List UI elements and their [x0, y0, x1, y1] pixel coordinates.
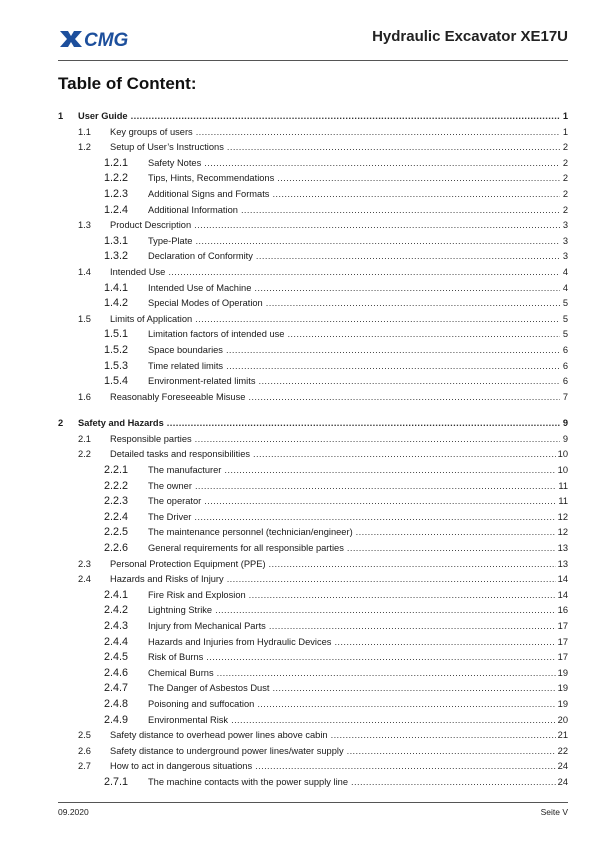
- toc-entry[interactable]: [58, 775, 568, 791]
- toc-dot-leader: [356, 525, 556, 541]
- toc-entry[interactable]: [58, 171, 568, 187]
- toc-entry-page: 21: [557, 730, 568, 741]
- toc-entry-title[interactable]: Additional Information: [148, 204, 238, 215]
- toc-entry[interactable]: [58, 494, 568, 510]
- toc-entry[interactable]: [58, 744, 568, 760]
- toc-entry-page: 20: [557, 714, 568, 725]
- toc-entry-title[interactable]: Poisoning and suffocation: [148, 698, 255, 709]
- toc-entry-body: [148, 281, 568, 297]
- toc-entry[interactable]: [58, 713, 568, 729]
- toc-entry-body: [148, 588, 568, 604]
- toc-dot-leader: [194, 510, 555, 526]
- toc-entry[interactable]: [58, 557, 568, 573]
- toc-entry-number: 2.7: [78, 761, 91, 772]
- toc-entry-number: 2.2.4: [104, 510, 129, 523]
- toc-entry-page: 6: [562, 360, 568, 371]
- toc-entry-title[interactable]: Hazards and Risks of Injury: [110, 574, 224, 585]
- toc-entry[interactable]: [58, 312, 568, 328]
- toc-entry-page: 3: [562, 235, 568, 246]
- toc-dot-leader: [131, 109, 560, 125]
- toc-entry[interactable]: [58, 447, 568, 463]
- toc-dot-leader: [256, 249, 560, 265]
- toc-dot-leader: [227, 572, 556, 588]
- toc-entry-body: [110, 125, 568, 141]
- toc-entry-title[interactable]: Intended Use: [110, 266, 166, 277]
- toc-entry[interactable]: [58, 697, 568, 713]
- footer-date: 09.2020: [58, 807, 89, 817]
- toc-entry-title[interactable]: The Driver: [148, 511, 192, 522]
- toc-entry-body: [148, 296, 568, 312]
- toc-dot-leader: [196, 125, 560, 141]
- toc-entry[interactable]: [58, 265, 568, 281]
- toc-dot-leader: [266, 296, 560, 312]
- toc-entry[interactable]: [58, 125, 568, 141]
- toc-entry-title[interactable]: General requirements for all responsible parties: [148, 543, 344, 554]
- toc-entry-page: 7: [562, 391, 568, 402]
- toc-entry-title[interactable]: Key groups of users: [110, 126, 193, 137]
- toc-entry-page: 2: [562, 157, 568, 168]
- toc-entry-title[interactable]: How to act in dangerous situations: [110, 761, 253, 772]
- toc-heading: Table of Content:: [58, 74, 197, 93]
- toc-entry-body: [110, 312, 568, 328]
- toc-entry-body: [110, 759, 568, 775]
- toc-entry-page: 2: [562, 204, 568, 215]
- toc-entry[interactable]: [58, 140, 568, 156]
- toc-entry-body: [148, 541, 568, 557]
- toc-entry-body: [148, 343, 568, 359]
- toc-dot-leader: [254, 281, 560, 297]
- toc-entry[interactable]: [58, 249, 568, 265]
- toc-dot-leader: [226, 359, 560, 375]
- toc-entry-body: [110, 218, 568, 234]
- toc-entry-number: 2.4.6: [104, 666, 129, 679]
- toc-entry[interactable]: [58, 572, 568, 588]
- toc-entry-number: 1.3.1: [104, 234, 129, 247]
- toc-entry-page: 5: [562, 298, 568, 309]
- toc-entry-body: [110, 572, 568, 588]
- toc-entry-body: [148, 327, 568, 343]
- toc-entry-number: 1.4: [78, 266, 91, 277]
- toc-entry-body: [148, 681, 568, 697]
- toc-entry-title[interactable]: The maintenance personnel (technician/engineer): [148, 527, 353, 538]
- toc-entry-body: [148, 463, 568, 479]
- toc-entry-body: [110, 744, 568, 760]
- toc-entry-title[interactable]: Safety Notes: [148, 157, 202, 168]
- toc-entry-title[interactable]: Limits of Application: [110, 313, 193, 324]
- toc-entry-page: 13: [557, 543, 568, 554]
- toc-entry-number: 2.2: [78, 449, 91, 460]
- toc-entry-title[interactable]: Declaration of Conformity: [148, 251, 253, 262]
- toc-entry-number: 1: [58, 111, 64, 121]
- toc-dot-leader: [215, 603, 556, 619]
- toc-entry-number: 2.4.3: [104, 620, 129, 632]
- toc-entry[interactable]: [58, 187, 568, 203]
- toc-entry[interactable]: [58, 759, 568, 775]
- toc-entry-body: [148, 374, 568, 390]
- toc-entry-title[interactable]: Additional Signs and Formats: [148, 188, 270, 199]
- toc-entry-title[interactable]: Intended Use of Machine: [148, 282, 252, 293]
- toc-entry-body: [148, 234, 568, 250]
- toc-entry-page: 19: [557, 667, 568, 678]
- toc-entry-number: 2.4.2: [104, 604, 129, 617]
- toc-entry-title[interactable]: Tips, Hints, Recommendations: [148, 173, 275, 184]
- toc-dot-leader: [258, 374, 560, 390]
- toc-entry-body: [110, 140, 568, 156]
- toc-entry-title[interactable]: Chemical Burns: [148, 667, 214, 678]
- table-of-contents: [58, 109, 568, 791]
- toc-entry-page: 4: [562, 266, 568, 277]
- toc-entry-body: [148, 603, 568, 619]
- toc-dot-leader: [217, 666, 556, 682]
- toc-dot-leader: [277, 171, 560, 187]
- toc-entry[interactable]: [58, 463, 568, 479]
- toc-entry-number: 2.2.6: [104, 542, 129, 555]
- toc-entry-number: 1.2.2: [104, 172, 129, 185]
- toc-entry-page: 2: [562, 142, 568, 153]
- toc-entry-page: 17: [557, 621, 568, 631]
- footer-divider: [58, 802, 568, 803]
- toc-dot-leader: [287, 327, 560, 343]
- toc-entry-body: [148, 479, 568, 495]
- toc-entry[interactable]: [58, 234, 568, 250]
- toc-entry-body: [110, 390, 568, 406]
- toc-entry-page: 9: [562, 418, 568, 429]
- toc-entry-page: 14: [557, 574, 568, 585]
- toc-entry-title[interactable]: Setup of User’s Instructions: [110, 142, 224, 153]
- toc-entry-title[interactable]: Lightning Strike: [148, 605, 213, 616]
- toc-entry-body: [148, 494, 568, 510]
- toc-dot-leader: [272, 187, 560, 203]
- toc-entry-number: 2.1: [78, 433, 91, 444]
- toc-entry-title[interactable]: Safety and Hazards: [78, 418, 164, 429]
- toc-entry-title[interactable]: The operator: [148, 496, 202, 507]
- toc-entry[interactable]: [58, 650, 568, 666]
- toc-entry-page: 16: [557, 605, 568, 616]
- toc-entry[interactable]: [58, 281, 568, 297]
- toc-dot-leader: [195, 234, 560, 250]
- toc-entry[interactable]: [58, 390, 568, 406]
- toc-entry-number: 2.2.5: [104, 526, 129, 539]
- toc-dot-leader: [195, 432, 560, 448]
- toc-entry-body: [148, 171, 568, 187]
- toc-entry[interactable]: [58, 343, 568, 359]
- toc-entry-body: [148, 525, 568, 541]
- xcmg-logo: [58, 28, 154, 50]
- toc-entry[interactable]: [58, 296, 568, 312]
- toc-entry-page: 19: [557, 683, 568, 694]
- toc-dot-leader: [224, 463, 555, 479]
- toc-entry-page: 10: [557, 465, 568, 476]
- toc-entry-body: [148, 619, 568, 635]
- toc-entry-body: [78, 416, 568, 432]
- toc-entry-page: 3: [562, 220, 568, 231]
- toc-entry-page: 17: [557, 652, 568, 663]
- toc-entry-number: 2.4.9: [104, 713, 129, 726]
- toc-entry-body: [148, 359, 568, 375]
- toc-dot-leader: [257, 697, 555, 713]
- toc-entry-body: [148, 156, 568, 172]
- toc-entry-body: [148, 697, 568, 713]
- toc-entry-page: 1: [562, 126, 568, 137]
- toc-entry-title[interactable]: Safety distance to overhead power lines above cabin: [110, 730, 328, 741]
- toc-dot-leader: [168, 265, 560, 281]
- toc-entry-title[interactable]: Risk of Burns: [148, 652, 204, 663]
- toc-entry-title[interactable]: Environmental Risk: [148, 714, 229, 725]
- toc-entry-title[interactable]: Reasonably Foreseeable Misuse: [110, 391, 246, 402]
- toc-entry-body: [110, 557, 568, 573]
- toc-entry[interactable]: [58, 525, 568, 541]
- toc-entry-body: [148, 635, 568, 651]
- toc-dot-leader: [334, 635, 555, 651]
- toc-entry-page: 5: [562, 313, 568, 324]
- toc-entry-page: 4: [562, 282, 568, 293]
- toc-entry-number: 1.2.1: [104, 156, 129, 169]
- toc-entry-title[interactable]: Injury from Mechanical Parts: [148, 621, 266, 631]
- toc-entry-page: 11: [558, 496, 568, 507]
- toc-entry-number: 1.5.1: [104, 328, 129, 341]
- toc-entry-body: [148, 775, 568, 791]
- toc-entry-title[interactable]: Limitation factors of intended use: [148, 329, 285, 340]
- toc-entry-number: 1.3: [78, 220, 91, 231]
- toc-entry-title[interactable]: User Guide: [78, 111, 128, 121]
- toc-entry-title[interactable]: Space boundaries: [148, 344, 223, 355]
- toc-entry-title[interactable]: Safety distance to underground power lines/water supply: [110, 745, 344, 756]
- toc-entry[interactable]: [58, 218, 568, 234]
- toc-entry-title[interactable]: The machine contacts with the power supply line: [148, 776, 348, 787]
- toc-dot-leader: [226, 343, 560, 359]
- toc-entry-number: 2.2.3: [104, 495, 129, 508]
- toc-entry-body: [148, 187, 568, 203]
- toc-entry[interactable]: [58, 588, 568, 604]
- toc-entry-page: 24: [557, 761, 568, 772]
- toc-dot-leader: [249, 588, 556, 604]
- toc-entry-page: 14: [557, 589, 568, 600]
- toc-dot-leader: [231, 713, 556, 729]
- toc-entry[interactable]: [58, 681, 568, 697]
- toc-entry-title[interactable]: The owner: [148, 480, 192, 491]
- toc-entry-number: 2.5: [78, 730, 91, 741]
- toc-entry-page: 3: [562, 251, 568, 262]
- toc-entry-body: [148, 650, 568, 666]
- toc-entry-number: 2.4.7: [104, 682, 129, 695]
- toc-dot-leader: [241, 203, 560, 219]
- logo-wordmark: CMG: [84, 30, 129, 50]
- toc-entry-page: 5: [562, 329, 568, 340]
- document-title: Hydraulic Excavator XE17U: [372, 28, 568, 45]
- toc-entry-page: 19: [557, 698, 568, 709]
- toc-entry-page: 12: [557, 527, 568, 538]
- toc-entry-body: [148, 666, 568, 682]
- toc-entry-number: 2.2.1: [104, 464, 129, 477]
- toc-dot-leader: [253, 447, 556, 463]
- toc-entry-number: 2.7.1: [104, 775, 129, 788]
- toc-entry-body: [148, 249, 568, 265]
- toc-entry-page: 2: [562, 173, 568, 184]
- toc-dot-leader: [255, 759, 556, 775]
- toc-entry[interactable]: [58, 619, 568, 635]
- toc-entry-title[interactable]: Special Modes of Operation: [148, 298, 263, 309]
- toc-entry-title[interactable]: Fire Risk and Explosion: [148, 589, 246, 600]
- toc-entry-page: 22: [557, 745, 568, 756]
- toc-entry[interactable]: [58, 635, 568, 651]
- toc-dot-leader: [194, 218, 560, 234]
- toc-entry-number: 1.5: [78, 313, 91, 324]
- toc-entry-body: [110, 265, 568, 281]
- toc-entry-number: 1.2.4: [104, 203, 129, 216]
- toc-entry[interactable]: [58, 541, 568, 557]
- toc-entry-number: 1.3.2: [104, 250, 129, 263]
- toc-entry-number: 2.4.4: [104, 635, 129, 648]
- toc-entry[interactable]: [58, 432, 568, 448]
- toc-entry[interactable]: [58, 666, 568, 682]
- toc-entry-page: 13: [557, 558, 568, 569]
- footer-page-label: Seite V: [540, 807, 568, 817]
- toc-dot-leader: [248, 390, 560, 406]
- toc-dot-leader: [206, 650, 555, 666]
- toc-entry-body: [110, 728, 568, 744]
- toc-entry[interactable]: [58, 416, 568, 432]
- toc-entry-page: 12: [557, 511, 568, 522]
- toc-dot-leader: [204, 156, 560, 172]
- toc-entry-number: 2.4.5: [104, 651, 129, 664]
- toc-entry-number: 1.6: [78, 391, 91, 402]
- toc-entry[interactable]: [58, 327, 568, 343]
- toc-dot-leader: [195, 479, 556, 495]
- toc-entry-body: [78, 109, 568, 125]
- toc-entry[interactable]: [58, 479, 568, 495]
- toc-entry-title[interactable]: Personal Protection Equipment (PPE): [110, 558, 266, 569]
- toc-entry-number: 1.1: [78, 126, 91, 137]
- toc-entry[interactable]: [58, 109, 568, 125]
- toc-entry-body: [110, 447, 568, 463]
- toc-entry-page: 6: [562, 376, 568, 387]
- toc-entry[interactable]: [58, 728, 568, 744]
- toc-entry-number: 1.4.1: [104, 281, 129, 294]
- toc-dot-leader: [227, 140, 560, 156]
- toc-entry-number: 2.4.1: [104, 588, 129, 601]
- toc-entry-page: 10: [557, 449, 568, 460]
- toc-entry-page: 24: [557, 776, 568, 787]
- toc-dot-leader: [351, 775, 556, 791]
- toc-entry-number: 2: [58, 418, 64, 429]
- header-divider: [58, 60, 568, 61]
- toc-entry-number: 1.2.3: [104, 187, 129, 200]
- toc-dot-leader: [331, 728, 556, 744]
- toc-dot-leader: [347, 541, 556, 557]
- toc-entry-body: [148, 203, 568, 219]
- toc-entry-page: 6: [562, 344, 568, 355]
- toc-entry-number: 1.5.3: [104, 359, 129, 372]
- toc-dot-leader: [204, 494, 556, 510]
- toc-entry[interactable]: [58, 359, 568, 375]
- toc-dot-leader: [269, 619, 556, 635]
- toc-entry-title[interactable]: Detailed tasks and responsibilities: [110, 449, 251, 460]
- toc-entry-title[interactable]: Responsible parties: [110, 433, 192, 444]
- toc-entry-body: [148, 510, 568, 526]
- toc-entry-number: 1.5.2: [104, 343, 129, 356]
- toc-entry-title[interactable]: Type-Plate: [148, 235, 193, 246]
- toc-dot-leader: [167, 416, 560, 432]
- toc-entry-page: 9: [562, 433, 568, 444]
- toc-entry-number: 1.2: [78, 142, 91, 153]
- toc-entry-number: 2.6: [78, 745, 91, 756]
- toc-entry[interactable]: [58, 510, 568, 526]
- toc-entry-page: 11: [558, 480, 568, 491]
- section-gap: [58, 405, 568, 416]
- toc-entry-title[interactable]: Time related limits: [148, 360, 224, 371]
- toc-entry-title[interactable]: The Danger of Asbestos Dust: [148, 683, 270, 694]
- toc-entry[interactable]: [58, 603, 568, 619]
- toc-entry-title[interactable]: Product Description: [110, 220, 192, 231]
- toc-entry-number: 2.4.8: [104, 697, 129, 710]
- toc-entry-number: 2.3: [78, 558, 91, 569]
- logo-graphic: [58, 28, 154, 50]
- toc-dot-leader: [272, 681, 555, 697]
- toc-dot-leader: [269, 557, 556, 573]
- toc-entry-body: [110, 432, 568, 448]
- toc-entry-number: 1.4.2: [104, 297, 129, 310]
- toc-entry-title[interactable]: Environment-related limits: [148, 376, 256, 387]
- toc-entry[interactable]: [58, 156, 568, 172]
- toc-entry-body: [148, 713, 568, 729]
- toc-entry-number: 2.4: [78, 574, 91, 585]
- toc-dot-leader: [347, 744, 556, 760]
- toc-dot-leader: [195, 312, 560, 328]
- toc-entry-number: 2.2.2: [104, 479, 129, 492]
- toc-entry-page: 2: [562, 188, 568, 199]
- toc-entry-number: 1.5.4: [104, 375, 129, 388]
- toc-entry[interactable]: [58, 203, 568, 219]
- toc-entry-title[interactable]: Hazards and Injuries from Hydraulic Devices: [148, 636, 332, 647]
- toc-entry[interactable]: [58, 374, 568, 390]
- toc-entry-page: 1: [562, 111, 568, 121]
- toc-entry-page: 17: [557, 636, 568, 647]
- toc-entry-title[interactable]: The manufacturer: [148, 465, 222, 476]
